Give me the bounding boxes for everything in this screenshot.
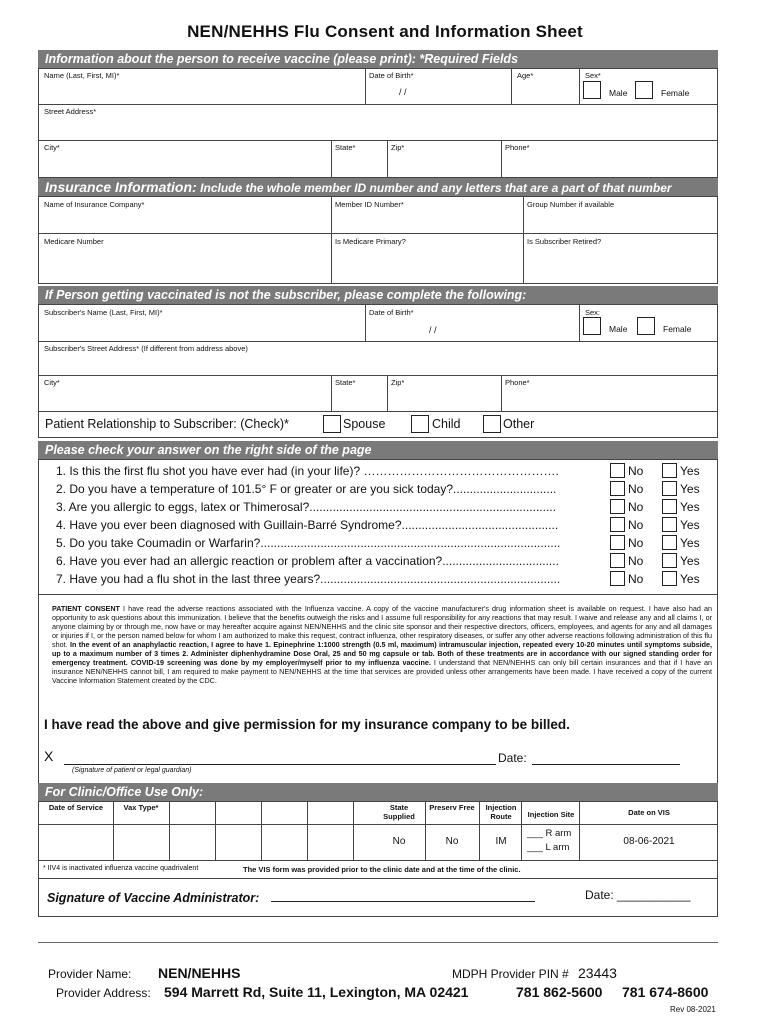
clinic-header: For Clinic/Office Use Only:	[38, 783, 718, 801]
patient-info-grid	[38, 68, 718, 178]
answer-yes-label: Yes	[680, 500, 700, 514]
provider-name-label: Provider Name:	[48, 967, 132, 981]
admin-sig-row	[38, 879, 718, 917]
consent-text-1: I have read the adverse reactions associated with the Influenza vaccine. A copy of the vaccine manufacturer's drug information sheet is available on request. I have also had an opportunity to ask questions about this immunization. I believe that the benefits outweigh the risks and I assume full responsibility for any reactions that may result. I waive and release any and all claims I, or anyone claiming by or through me, now have or may hereafter acquire against NEN/NEHHS and the clinic site sponsor and their respective directors, officers, employees, and agents for any and all damages or injuries if I, or the person named below for whom I am authorized to make this request, contract influenza, other respiratory diseases, or suffer any other adverse reactions following administration of this flu shot.	[52, 604, 712, 649]
col-preserv-free: Preserv Free	[429, 803, 475, 812]
subscriber-dob-field[interactable]: / /	[429, 325, 437, 335]
answer-no-checkbox[interactable]	[610, 481, 625, 496]
pin-value: 23443	[578, 965, 617, 981]
insurance-company-field[interactable]	[44, 209, 328, 231]
city-field[interactable]	[44, 153, 324, 175]
state-supplied-value: No	[392, 836, 406, 847]
subscriber-state-label: State*	[335, 378, 356, 387]
answer-no-label: No	[628, 500, 644, 514]
answer-no-checkbox[interactable]	[610, 499, 625, 514]
subscriber-zip-label: Zip*	[391, 378, 405, 387]
insurance-header	[38, 178, 718, 196]
injection-route-value: IM	[495, 836, 507, 847]
spouse-label: Spouse	[343, 417, 386, 431]
dob-field[interactable]: / /	[399, 87, 407, 97]
age-label: Age*	[517, 71, 534, 80]
sex-female-label: Female	[661, 88, 690, 98]
subscriber-name-field[interactable]	[44, 317, 359, 339]
answer-yes-checkbox[interactable]	[662, 553, 677, 568]
col-injection-route: Injection Route	[485, 803, 517, 821]
vaccine-footnote: * IIV4 is inactivated influenza vaccine quadrivalent	[43, 865, 199, 872]
preserv-free-value: No	[445, 836, 459, 847]
question-row	[56, 516, 716, 534]
provider-name: NEN/NEHHS	[158, 965, 241, 981]
col-date-on-vis: Date on VIS	[628, 808, 670, 817]
vis-note: The VIS form was provided prior to the clinic date and at the time of the clinic.	[243, 865, 521, 874]
answer-yes-checkbox[interactable]	[662, 571, 677, 586]
sex-male-label: Male	[609, 88, 628, 98]
medicare-number-field[interactable]	[44, 247, 328, 279]
questions-header: Please check your answer on the right side of the page	[38, 441, 718, 459]
consent-paragraph	[52, 604, 712, 685]
answer-no-label: No	[628, 554, 644, 568]
subscriber-grid	[38, 304, 718, 412]
group-number-label: Group Number if available	[527, 200, 615, 209]
answer-no-checkbox[interactable]	[610, 535, 625, 550]
answer-no-label: No	[628, 518, 644, 532]
col-state-supplied: State Supplied	[383, 803, 415, 821]
answer-yes-checkbox[interactable]	[662, 463, 677, 478]
question-row	[56, 534, 716, 552]
child-label: Child	[432, 417, 461, 431]
question-text: 3. Are you allergic to eggs, latex or Thimerosal?..........................................................................	[56, 500, 556, 514]
subscriber-street-label: Subscriber's Street Address* (If different from address above)	[44, 344, 248, 353]
patient-signature-line[interactable]	[64, 764, 496, 765]
subscriber-city-label: City*	[44, 378, 60, 387]
subscriber-sex-label: Sex:	[585, 308, 601, 317]
phone-label: Phone*	[505, 143, 530, 152]
member-id-field[interactable]	[335, 209, 519, 231]
question-text: 1. Is this the first flu shot you have ever had (in your life)? ………………………………………….	[56, 464, 559, 478]
question-row	[56, 480, 716, 498]
question-text: 4. Have you ever been diagnosed with Guillain-Barré Syndrome?...............................................	[56, 518, 559, 532]
name-label: Name (Last, First, MI)*	[44, 71, 120, 80]
question-row	[56, 498, 716, 516]
subscriber-retired-label: Is Subscriber Retired?	[527, 237, 602, 246]
provider-address-label: Provider Address:	[56, 986, 151, 1000]
question-row	[56, 570, 716, 588]
street-label: Street Address*	[44, 107, 97, 116]
provider-address: 594 Marrett Rd, Suite 11, Lexington, MA 02421	[164, 984, 469, 1000]
state-label: State*	[335, 143, 356, 152]
sex-label: Sex*	[585, 71, 601, 80]
question-text: 7. Have you had a flu shot in the last three years?........................................................................	[56, 572, 561, 586]
subscriber-name-label: Subscriber's Name (Last, First, MI)*	[44, 308, 163, 317]
answer-yes-checkbox[interactable]	[662, 517, 677, 532]
consent-heading: PATIENT CONSENT	[52, 604, 120, 613]
answer-yes-label: Yes	[680, 572, 700, 586]
answer-yes-label: Yes	[680, 554, 700, 568]
patient-date-line[interactable]	[532, 764, 680, 765]
date-on-vis-value: 08-06-2021	[623, 836, 675, 847]
answer-yes-checkbox[interactable]	[662, 535, 677, 550]
site-r-arm[interactable]: ___ R arm	[527, 828, 572, 839]
consent-text-bold: In the event of an anaphylactic reaction, I agree to have 1. Epinephrine 1:1000 strength (0.5 ml, maximum) intramuscular injection, repeated every 10-20 minutes until symptoms subside, up to a maximum number of 3 times 2. Administer diphenhydramine Dose Oral, 25 and 50 mg capsule or tab. Both of these treatments are in accordance with our signed standing order for emergency treatment. COVID-19 screening was done by my employer/myself prior to my influenza vaccine.	[52, 640, 712, 667]
subscriber-street-field[interactable]	[44, 353, 712, 373]
answer-yes-checkbox[interactable]	[662, 499, 677, 514]
answer-yes-checkbox[interactable]	[662, 481, 677, 496]
question-text: 6. Have you ever had an allergic reaction or problem after a vaccination?...................................	[56, 554, 559, 568]
dob-label: Date of Birth*	[369, 71, 414, 80]
subscriber-phone-label: Phone*	[505, 378, 530, 387]
relationship-label: Patient Relationship to Subscriber: (Check)*	[45, 417, 289, 431]
insurance-header-main: Insurance Information:	[45, 179, 197, 195]
city-label: City*	[44, 143, 60, 152]
pin-label: MDPH Provider PIN #	[452, 967, 569, 981]
consent-text-2: I understand that NEN/NEHHS can only bill certain insurances and that if I have an insurance NEN/NEHHS cannot bill, I am required to make payment to NEN/NEHHS at the time that services are provided unless other arrangements have been made. I have received a copy of the current Vaccine Information Statement created by the CDC.	[52, 658, 712, 685]
admin-signature-label: Signature of Vaccine Administrator:	[47, 891, 260, 905]
admin-date-label[interactable]: Date: ___________	[585, 888, 691, 902]
zip-label: Zip*	[391, 143, 405, 152]
street-field[interactable]	[44, 116, 712, 138]
question-text: 2. Do you have a temperature of 101.5° F or greater or are you sick today?...............................	[56, 482, 557, 496]
footer-divider	[38, 942, 718, 943]
medicare-primary-field[interactable]	[335, 247, 519, 279]
member-id-label: Member ID Number*	[335, 200, 404, 209]
site-l-arm[interactable]: ___ L arm	[527, 842, 570, 853]
subscriber-female-label: Female	[663, 324, 692, 334]
answer-yes-label: Yes	[680, 482, 700, 496]
subscriber-male-checkbox[interactable]	[583, 317, 601, 335]
answer-no-checkbox[interactable]	[610, 463, 625, 478]
signature-x: X	[44, 748, 54, 764]
sex-female-checkbox[interactable]	[635, 81, 653, 99]
medicare-number-label: Medicare Number	[44, 237, 104, 246]
medicare-primary-label: Is Medicare Primary?	[335, 237, 406, 246]
other-label: Other	[503, 417, 535, 431]
subscriber-dob-label: Date of Birth*	[369, 308, 414, 317]
answer-no-checkbox[interactable]	[610, 553, 625, 568]
admin-signature-line[interactable]	[271, 901, 535, 902]
answer-no-checkbox[interactable]	[610, 517, 625, 532]
question-text: 5. Do you take Coumadin or Warfarin?..........................................................................................	[56, 536, 561, 550]
provider-phone-2: 781 674-8600	[622, 984, 709, 1000]
answer-yes-label: Yes	[680, 536, 700, 550]
answer-yes-label: Yes	[680, 518, 700, 532]
name-field[interactable]	[44, 79, 359, 103]
col-date-of-service: Date of Service	[48, 803, 104, 812]
insurance-header-sub: Include the whole member ID number and any letters that are a part of that number	[200, 181, 672, 195]
other-checkbox[interactable]	[483, 415, 501, 433]
question-row	[56, 552, 716, 570]
col-vax-type: Vax Type*	[123, 803, 159, 812]
clinic-table	[38, 801, 718, 861]
relationship-row	[38, 412, 718, 438]
page-title: NEN/NEHHS Flu Consent and Information Sheet	[187, 22, 583, 41]
insurance-permission: I have read the above and give permission for my insurance company to be billed.	[44, 717, 570, 732]
question-row	[56, 462, 716, 480]
subscriber-header: If Person getting vaccinated is not the subscriber, please complete the following:	[38, 286, 718, 304]
clinic-note-row	[38, 861, 718, 879]
child-checkbox[interactable]	[411, 415, 429, 433]
patient-date-label: Date:	[498, 751, 527, 765]
provider-phone-1: 781 862-5600	[516, 984, 603, 1000]
answer-no-checkbox[interactable]	[610, 571, 625, 586]
sex-male-checkbox[interactable]	[583, 81, 601, 99]
subscriber-male-label: Male	[609, 324, 628, 334]
answer-no-label: No	[628, 572, 644, 586]
answer-no-label: No	[628, 482, 644, 496]
insurance-grid	[38, 196, 718, 284]
patient-info-header: Information about the person to receive vaccine (please print): *Required Fields	[38, 50, 718, 68]
subscriber-retired-field[interactable]	[527, 247, 713, 279]
answer-yes-label: Yes	[680, 464, 700, 478]
subscriber-female-checkbox[interactable]	[637, 317, 655, 335]
answer-no-label: No	[628, 536, 644, 550]
spouse-checkbox[interactable]	[323, 415, 341, 433]
answer-no-label: No	[628, 464, 644, 478]
insurance-company-label: Name of Insurance Company*	[44, 200, 145, 209]
col-injection-site: Injection Site	[527, 810, 575, 819]
signature-caption: (Signature of patient or legal guardian)	[72, 767, 192, 774]
revision: Rev 08-2021	[670, 1005, 716, 1014]
group-number-field[interactable]	[527, 209, 713, 231]
